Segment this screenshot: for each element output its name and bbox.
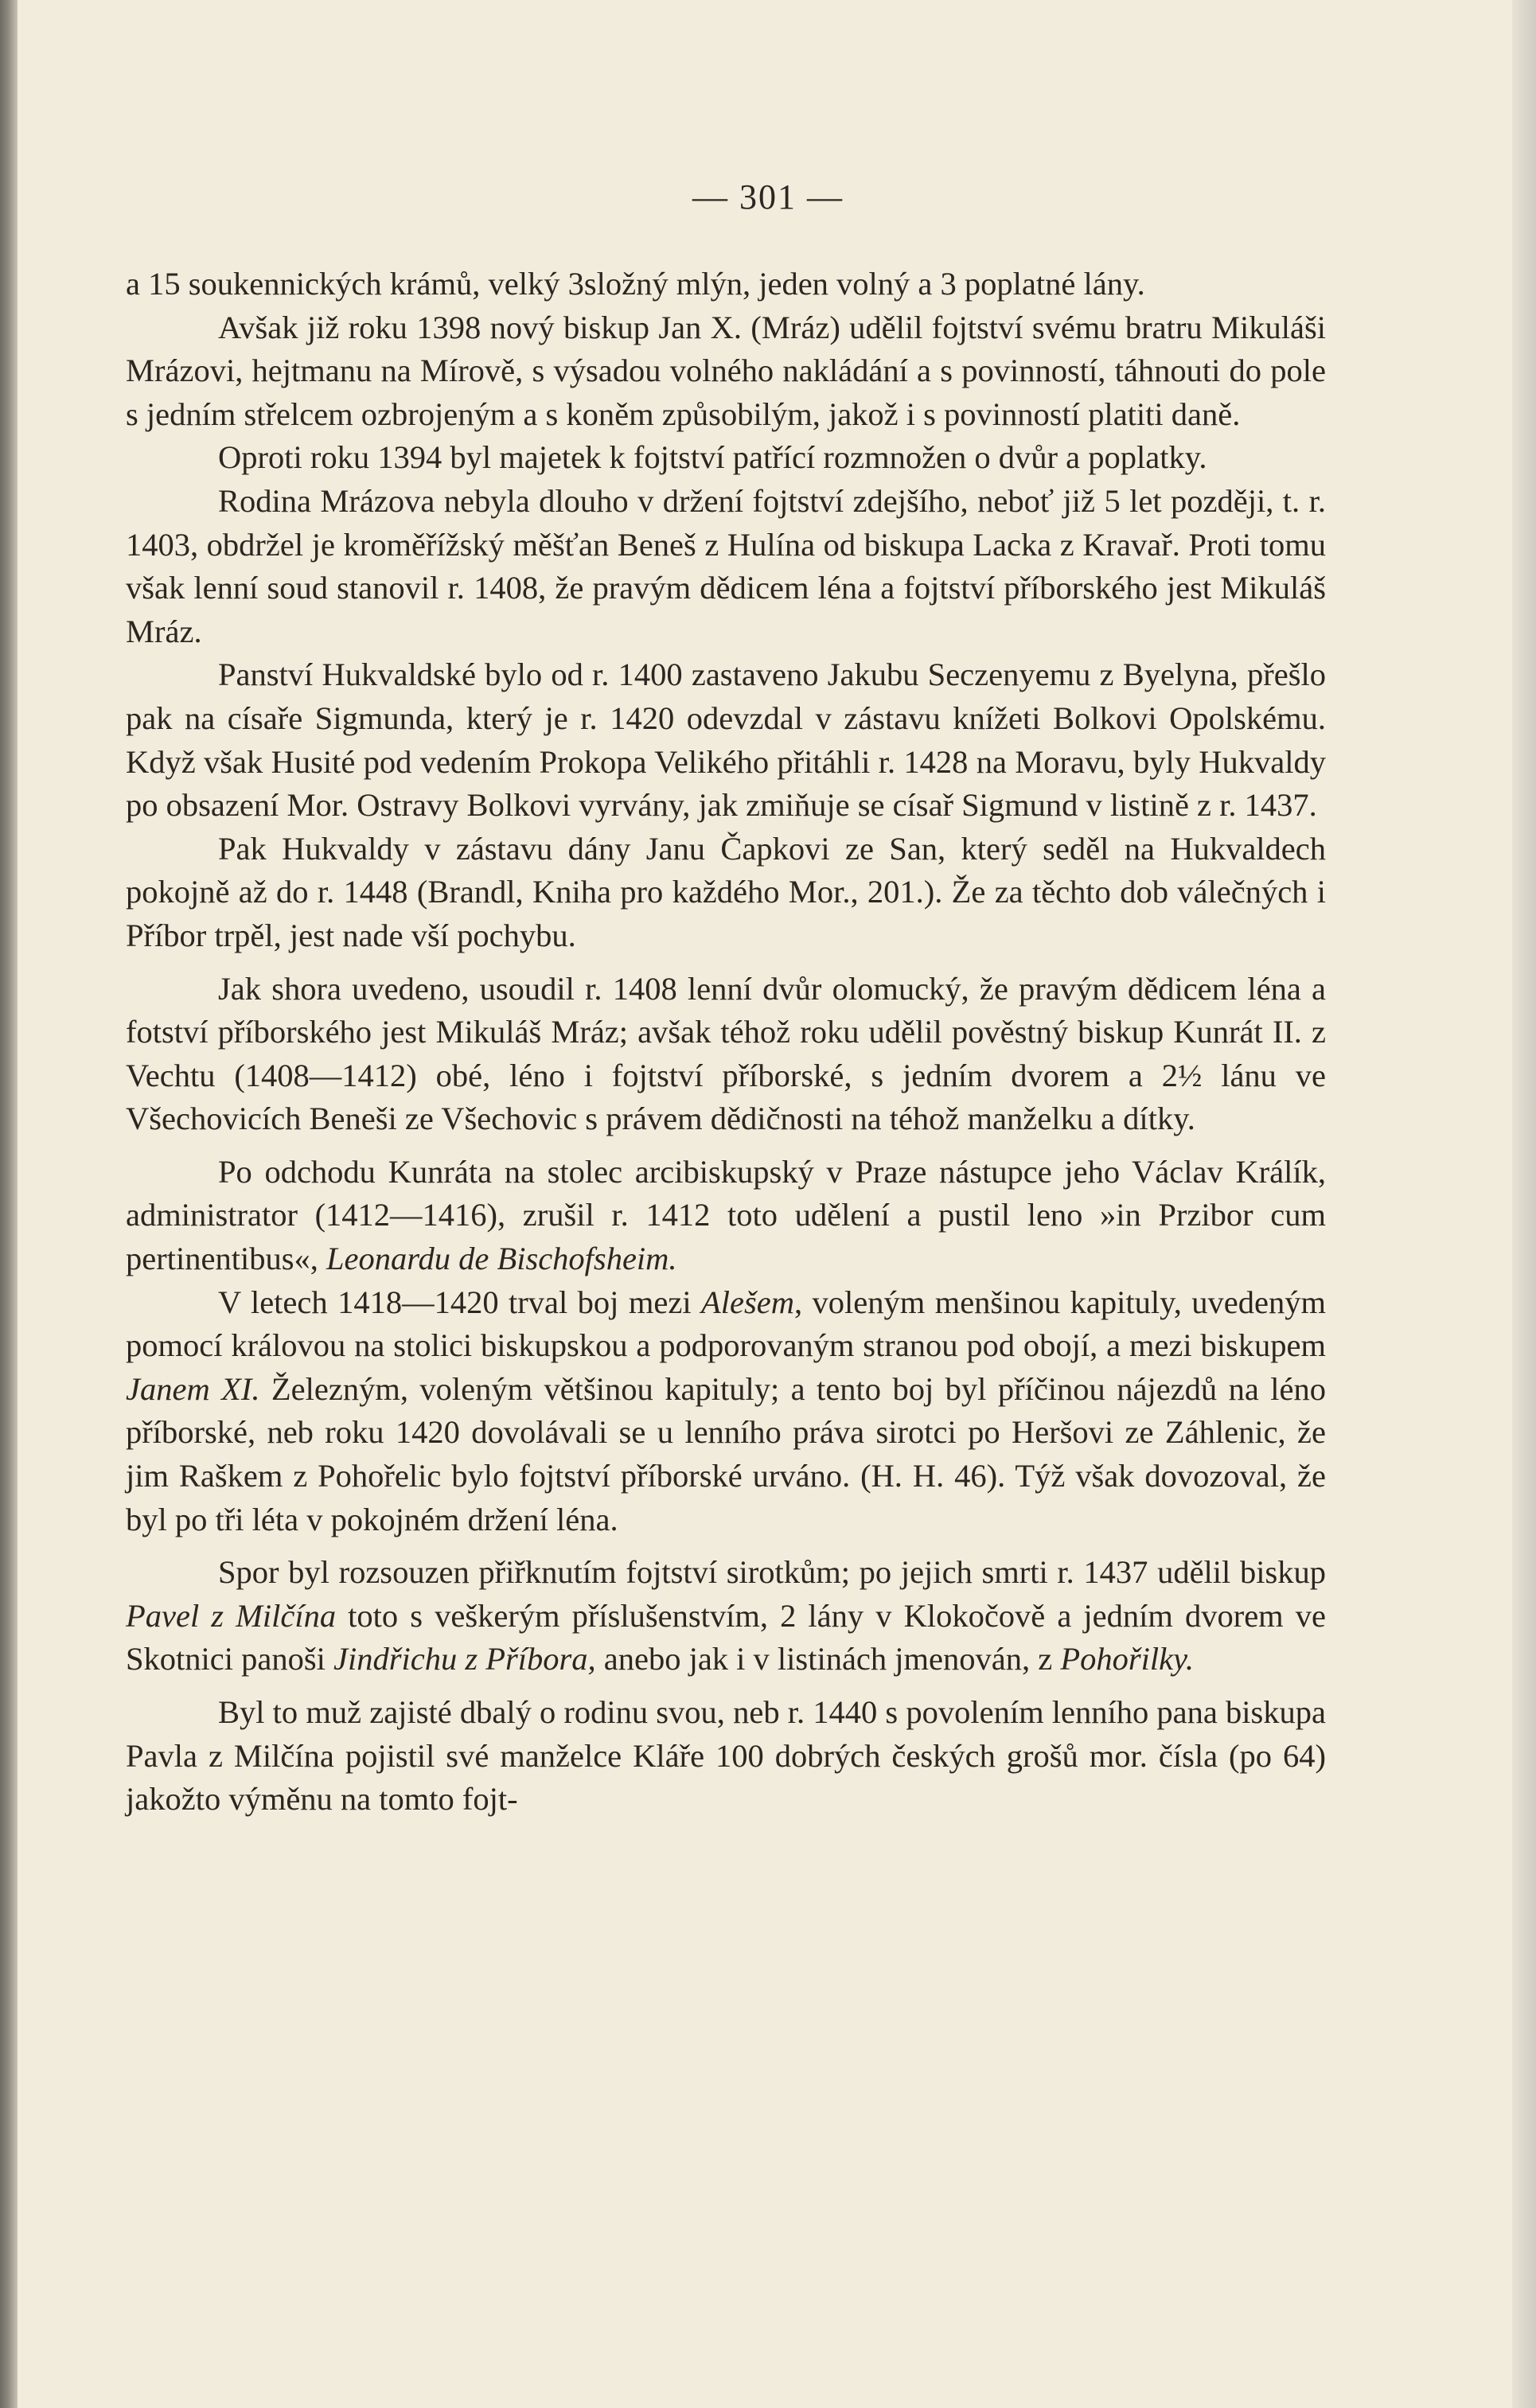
italic-name-jan: Janem XI. [126, 1370, 260, 1407]
paragraph-2: Avšak již roku 1398 nový biskup Jan X. (Mráz) udělil fojtství svému bratru Mikuláši Mrázovi, hejtmanu na Mírově, s výsadou volného nakládání a s povinností, táhnouti do pole s jedním střelcem ozbrojeným a s koněm způsobilým, jakož i s povinností platiti daně. [126, 309, 1326, 432]
italic-name-pavel: Pavel z Milčína [126, 1597, 337, 1634]
paragraph-4: Rodina Mrázova nebyla dlouho v držení fojtství zdejšího, neboť již 5 let později, t. r. 1403, obdržel je kroměřížský měšťan Beneš z Hulína od biskupa Lacka z Kravař. Proti tomu však lenní soud stanovil r. 1408, že pravým dědicem léna a fojtství příborského jest Mikuláš Mráz. [126, 482, 1326, 649]
paragraph-9 [126, 1281, 1326, 1542]
page-number: — 301 — [692, 177, 844, 216]
paragraph-9-part-1: V letech 1418—1420 trval boj mezi [218, 1284, 702, 1320]
paragraph-6: Pak Hukvaldy v zástavu dány Janu Čapkovi ze San, který seděl na Hukvaldech pokojně až do r. 1448 (Brandl, Kniha pro každého Mor., 201.). Že za těchto dob válečných i Příbor trpěl, jest nade vší pochybu. [126, 830, 1326, 953]
paragraph-7: Jak shora uvedeno, usoudil r. 1408 lenní dvůr olomucký, že pravým dědicem léna a fotství příborského jest Mikuláš Mráz; avšak téhož roku udělil pověstný biskup Kunrát II. z Vechtu (1408—1412) obé, léno i fojtství příborské, s jedním dvorem a 2½ lánu ve Všechovicích Beneši ze Všechovic s právem dědičnosti na téhož manželku a dítky. [126, 970, 1326, 1137]
italic-name-jindrich: Jindřichu z Příbora, [333, 1641, 596, 1677]
paragraph-8 [126, 1151, 1326, 1281]
paragraph-10-part-2: toto s veškerým příslušenstvím, 2 lány v Klokočově a jedním dvorem ve Skotnici panoši [126, 1597, 1326, 1677]
paragraph-10-part-1: Spor byl rozsouzen přiřknutím fojtství sirotkům; po jejich smrti r. 1437 udělil biskup [218, 1554, 1326, 1591]
paragraph-8-text: Po odchodu Kunráta na stolec arcibiskupský v Praze nástupce jeho Václav Králík, administrator (1412—1416), zrušil r. 1412 toto udělení a pustil leno »in Przibor cum pertinentibus«, [126, 1153, 1326, 1277]
paragraph-10-part-3: anebo jak i v listinách jmenován, z [595, 1641, 1061, 1677]
italic-name-leonard: Leonardu de Bischofsheim. [326, 1241, 677, 1277]
page-binding-edge [0, 0, 18, 2408]
paragraph-1: a 15 soukennických krámů, velký 3složný mlýn, jeden volný a 3 poplatné lány. [126, 266, 1145, 302]
paragraph-10 [126, 1551, 1326, 1681]
paragraph-11: Byl to muž zajisté dbalý o rodinu svou, neb r. 1440 s povolením lenního pana biskupa Pavla z Milčína pojistil své manželce Kláře 100 dobrých českých grošů mor. čísla (po 64) jakožto výměnu na tomto fojt- [126, 1694, 1326, 1818]
body-text [126, 263, 1326, 1822]
paragraph-9-part-2: , voleným menšinou kapituly, uvedeným pomocí královou na stolici biskupskou a podporovaným stranou pod obojí, a mezi biskupem [126, 1284, 1327, 1364]
paragraph-3: Oproti roku 1394 byl majetek k fojtství patřící rozmnožen o dvůr a poplatky. [218, 439, 1207, 476]
paragraph-5: Panství Hukvaldské bylo od r. 1400 zastaveno Jakubu Seczenyemu z Byelyna, přešlo pak na císaře Sigmunda, který je r. 1420 odevzdal v zástavu knížeti Bolkovi Opolskému. Když však Husité pod vedením Prokopa Velikého přitáhli r. 1428 na Moravu, byly Hukvaldy po obsazení Mor. Ostravy Bolkovi vyrvány, jak zmiňuje se císař Sigmund v listině z r. 1437. [126, 657, 1326, 824]
page-outer-edge [1512, 0, 1536, 2408]
italic-name-ales: Alešem [701, 1284, 794, 1320]
italic-name-pohorilka: Pohořilky. [1060, 1641, 1194, 1677]
paragraph-9-part-3: Železným, voleným většinou kapituly; a tento boj byl příčinou nájezdů na léno příborské, neb roku 1420 dovolávali se u lenního práva sirotci po Heršovi ze Záhlenic, že jim Raškem z Pohořelic bylo fojtství příborské urváno. (H. H. 46). Týž však dovozoval, že byl po tři léta v pokojném držení léna. [126, 1370, 1326, 1537]
